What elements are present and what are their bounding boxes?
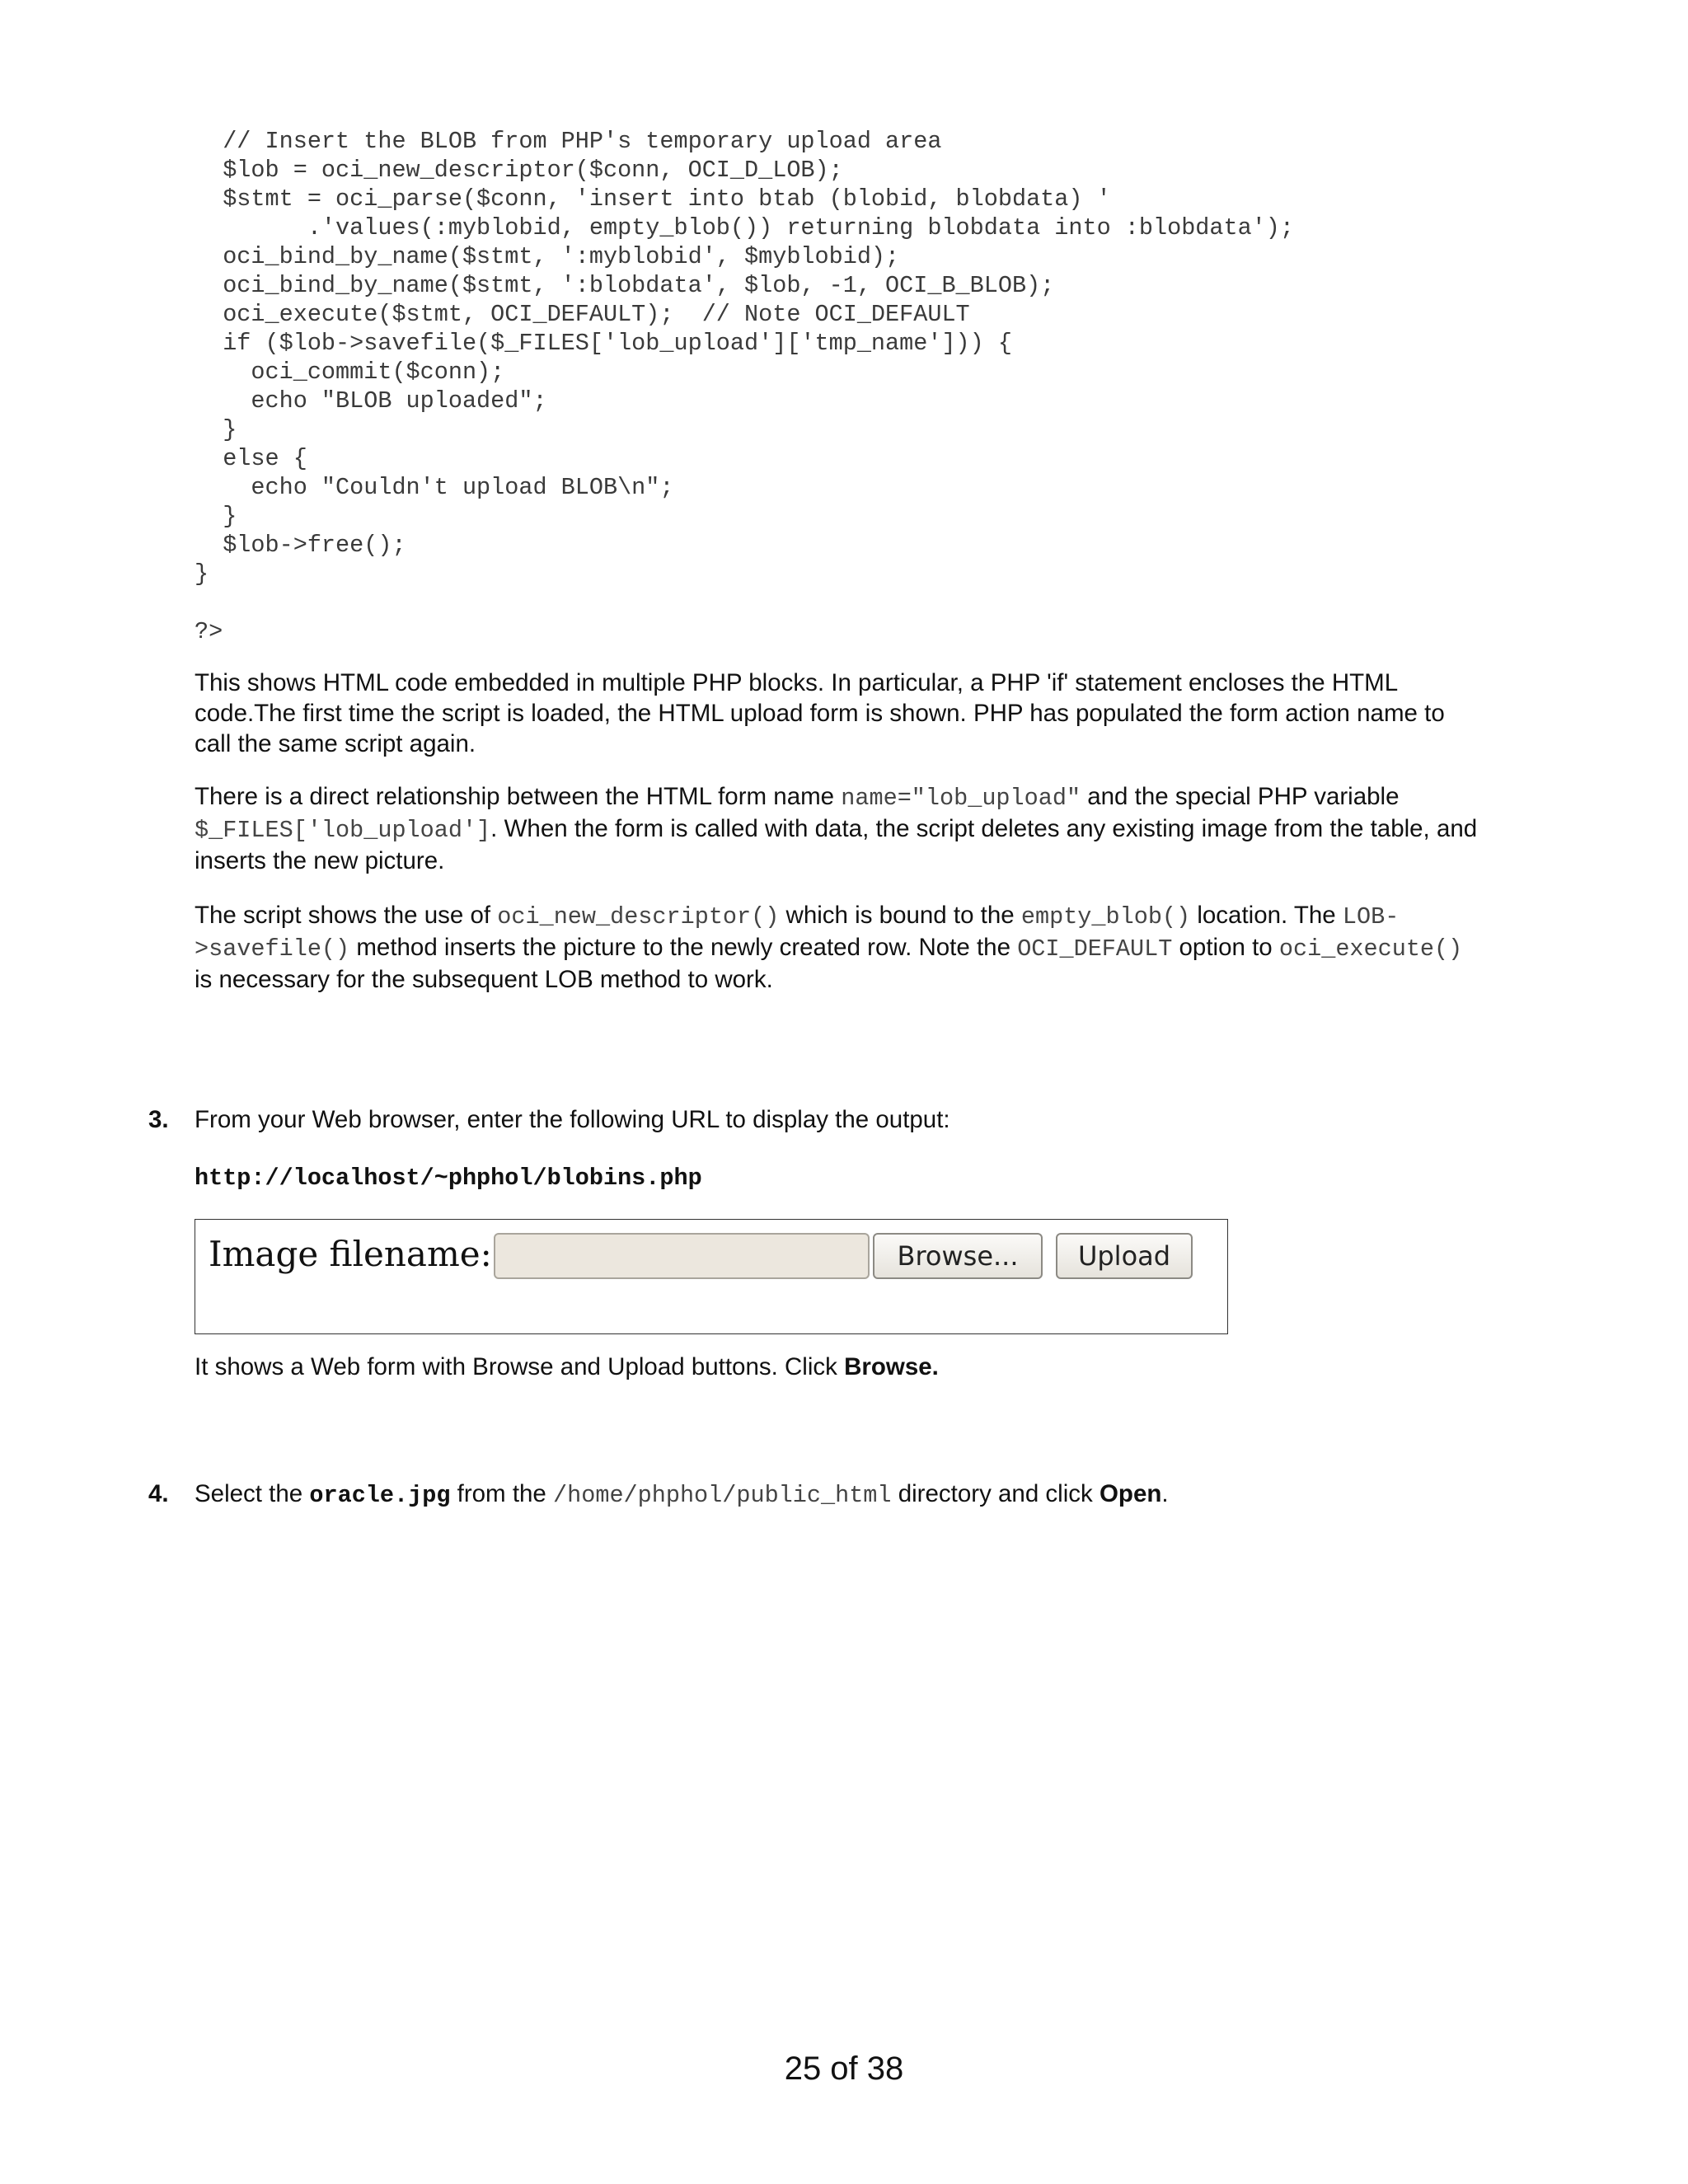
- code-inline: LOB->savefile(): [195, 903, 1400, 963]
- bold-text: Browse.: [844, 1353, 939, 1380]
- text-segment: . When the form is called with data, the script deletes any existing image from the table, and inserts the new picture.: [195, 815, 1478, 874]
- text-segment: is necessary for the subsequent LOB method to work.: [195, 966, 773, 993]
- code-line: // Insert the BLOB from PHP's temporary upload area: [195, 128, 942, 155]
- text-segment: There is a direct relationship between the HTML form name: [195, 783, 842, 810]
- code-line: if ($lob->savefile($_FILES['lob_upload']['tmp_name'])) {: [195, 330, 1012, 357]
- text-segment: directory and click: [891, 1480, 1100, 1507]
- image-filename-input[interactable]: [494, 1233, 870, 1279]
- code-line: echo "BLOB uploaded";: [195, 387, 547, 415]
- step-3-after-text: [195, 1352, 939, 1382]
- step-3-number: 3.: [148, 1106, 169, 1133]
- code-line: }: [195, 503, 237, 530]
- code-line: }: [195, 560, 209, 588]
- code-inline: oci_execute(): [1278, 935, 1463, 963]
- code-inline-bold: oracle.jpg: [309, 1482, 451, 1509]
- text-segment: and the special PHP variable: [1081, 783, 1400, 810]
- text-segment: Select the: [195, 1480, 310, 1507]
- paragraph-text: This shows HTML code embedded in multiple PHP blocks. In particular, a PHP 'if' statement encloses the HTML code.The first time the script is loaded, the HTML upload form is shown. PHP has populated the form action name to call the same script again.: [195, 669, 1445, 757]
- code-inline: OCI_DEFAULT: [1017, 935, 1173, 963]
- code-line: else {: [195, 445, 307, 472]
- text-segment: from the: [450, 1480, 554, 1507]
- text-segment: .: [1161, 1480, 1169, 1507]
- code-inline: empty_blob(): [1020, 903, 1191, 930]
- step-3-text: From your Web browser, enter the following URL to display the output:: [195, 1106, 950, 1133]
- code-line: echo "Couldn't upload BLOB\n";: [195, 474, 674, 501]
- text-segment: The script shows the use of: [195, 902, 498, 929]
- text-segment: location. The: [1190, 902, 1343, 929]
- text-segment: option to: [1172, 934, 1279, 961]
- code-line: .'values(:myblobid, empty_blob()) returning blobdata into :blobdata');: [195, 214, 1295, 241]
- step-3-url: http://localhost/~phphol/blobins.php: [195, 1165, 702, 1192]
- code-line: oci_bind_by_name($stmt, ':myblobid', $myblobid);: [195, 243, 900, 270]
- paragraph-html-embedded: [195, 668, 1480, 759]
- image-filename-label: Image filename:: [209, 1234, 492, 1274]
- upload-form-screenshot: [195, 1219, 1228, 1334]
- code-line: }: [195, 416, 237, 443]
- code-line: $lob->free();: [195, 532, 406, 559]
- code-inline: /home/phphol/public_html: [553, 1482, 892, 1509]
- code-line: $stmt = oci_parse($conn, 'insert into btab (blobid, blobdata) ': [195, 185, 1111, 213]
- paragraph-descriptor: [195, 900, 1480, 995]
- text-segment: which is bound to the: [779, 902, 1021, 929]
- code-line: oci_execute($stmt, OCI_DEFAULT); // Note OCI_DEFAULT: [195, 301, 970, 328]
- code-inline: name="lob_upload": [841, 785, 1081, 812]
- text-segment: method inserts the picture to the newly created row. Note the: [349, 934, 1018, 961]
- browse-button[interactable]: Browse...: [873, 1233, 1043, 1279]
- step-4-number: 4.: [148, 1480, 169, 1507]
- paragraph-form-name: [195, 781, 1480, 876]
- code-line: oci_commit($conn);: [195, 359, 505, 386]
- code-inline: oci_new_descriptor(): [497, 903, 780, 930]
- code-line: ?>: [195, 618, 223, 645]
- code-inline: $_FILES['lob_upload']: [195, 817, 491, 844]
- step-4-text: [195, 1479, 1169, 1511]
- page-number: 25 of 38: [784, 2050, 904, 2087]
- upload-button[interactable]: Upload: [1056, 1233, 1193, 1279]
- code-line: oci_bind_by_name($stmt, ':blobdata', $lob, -1, OCI_B_BLOB);: [195, 272, 1055, 299]
- text-segment: It shows a Web form with Browse and Upload buttons. Click: [195, 1353, 845, 1380]
- code-line: $lob = oci_new_descriptor($conn, OCI_D_LOB);: [195, 157, 843, 184]
- bold-text: Open: [1099, 1480, 1162, 1507]
- code-block: [195, 127, 1294, 646]
- code-line: [195, 588, 1294, 617]
